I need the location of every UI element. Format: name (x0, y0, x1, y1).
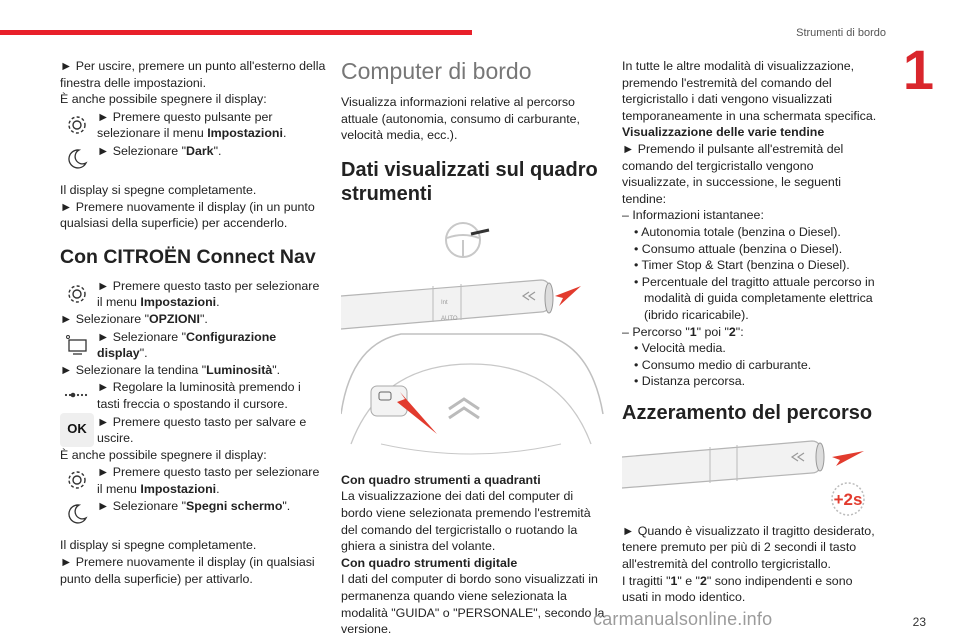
text-bold: Luminosità (206, 362, 273, 377)
step-end: ". (139, 346, 148, 361)
step-bold: Dark (186, 143, 214, 158)
header-accent-bar (0, 30, 472, 35)
settings-gear-icon (60, 463, 94, 497)
step-text: ► Premere questo tasto per salvare e uscire. (97, 414, 307, 446)
text-part: " e " (677, 573, 700, 588)
chapter-number: 1 (902, 38, 934, 101)
text-part: – Percorso " (622, 324, 690, 339)
step-text: ► Selezionare " (97, 499, 186, 514)
step-config-display (60, 328, 326, 362)
illustration-wiper-reset (622, 433, 882, 517)
list-bullet: • Velocità media. (634, 341, 726, 356)
text-bold: 1 (670, 573, 678, 588)
step-bold: Spegni schermo (186, 499, 283, 514)
list-bullet: • Consumo attuale (benzina o Diesel). (634, 241, 843, 256)
step-end: . (216, 295, 220, 310)
list-bullet: • Percentuale del tragitto attuale percorso in modalità di guida completamente elettrica (ibrido ricaricabile). (634, 274, 875, 322)
paragraph-digital: I dati del computer di bordo sono visualizzati in permanenza quando viene selezionata la modalità "GUIDA" o "PERSONALE", secondo la versione. (341, 572, 605, 637)
list-bullet: • Consumo medio di carburante. (634, 357, 812, 372)
step-settings-2 (60, 463, 326, 497)
slider-icon (60, 378, 94, 412)
text-part: ► Selezionare la tendina " (60, 362, 207, 377)
watermark: carmanualsonline.info (593, 609, 773, 629)
list-dash: – Informazioni istantanee: (622, 208, 764, 223)
arrow-icon (555, 286, 581, 306)
settings-gear-icon (60, 108, 94, 142)
paragraph-other-modes: In tutte le altre modalità di visualizzazione, premendo l'estremità del comando del tergicristallo i dati vengono visualizzati temporaneamente in una schermata specifica. (622, 59, 877, 123)
step-screen-off (60, 497, 326, 531)
step-end: . (282, 126, 287, 141)
column-left (60, 58, 326, 587)
illustration-steering-controls (341, 214, 606, 472)
text-bold: Visualizzazione delle varie tendine (622, 125, 825, 140)
paragraph-off: Il display si spegne completamente. (60, 182, 257, 197)
heading-dati: Dati visualizzati sul quadro strumenti (341, 158, 598, 205)
step-text: ► Selezionare " (97, 329, 186, 344)
section-title: Strumenti di bordo (796, 27, 886, 39)
paragraph-brightness (60, 362, 326, 379)
steering-wheel-icon (446, 223, 489, 257)
paragraph-on: ► Premere nuovamente il display (in un punto qualsiasi della superficie) per accenderlo. (60, 199, 315, 231)
step-text: ► Premere questo tasto per selezionare il menu (97, 278, 320, 310)
page-number: 23 (912, 615, 926, 629)
text-bold: Con quadro strumenti digitale (341, 555, 518, 570)
step-bold: Configurazione display (97, 329, 277, 361)
subheading-digital (341, 555, 606, 572)
step-bold: Impostazioni (140, 295, 217, 310)
text-part: ": (735, 324, 744, 339)
paragraph-on-2: ► Premere nuovamente il display (in qualsiasi punto della superficie) per attivarlo. (60, 555, 315, 586)
step-text: ► Regolare la luminosità premendo i tasti freccia o spostando il cursore. (97, 380, 301, 411)
paragraph-hold: ► Quando è visualizzato il tragitto desiderato, tenere premuto per più di 2 secondi il tasto all'estremità del controllo tergicristallo. (622, 523, 875, 572)
ok-label: OK (67, 421, 87, 437)
ok-button-icon (60, 413, 94, 447)
step-adjust (60, 378, 326, 412)
column-middle (341, 58, 606, 638)
arrow-icon (832, 451, 864, 466)
wiper-stalk-illustration (341, 280, 553, 329)
stalk-label: Int (441, 299, 448, 306)
subheading-dial (341, 472, 606, 489)
paragraph-intro: Visualizza informazioni relative al percorso attuale (autonomia, consumo di carburante, velocità media, ecc.). (341, 95, 581, 143)
text-part: ► Selezionare " (60, 311, 149, 326)
figure-reset (622, 433, 882, 517)
step-bold: Impostazioni (207, 126, 283, 141)
heading-connect-nav: Con CITROËN Connect Nav (60, 245, 316, 268)
text-part: " poi " (696, 324, 729, 339)
text-part: " sono indipendenti e sono usati in modo identico. (622, 573, 853, 605)
paragraph-display-off: È anche possibile spegnere il display: (60, 92, 267, 107)
subheading-tendine (622, 124, 882, 141)
step-end: . (216, 481, 220, 496)
text-bold: Con quadro strumenti a quadranti (341, 472, 541, 487)
wiper-stalk-illustration (622, 441, 824, 488)
text-part: ". (199, 311, 208, 326)
text-part: I tragitti " (622, 573, 671, 588)
paragraph-press: ► Premendo il pulsante all'estremità del comando del tergicristallo vengono visualizzate, in successione, le seguenti tendine: (622, 141, 844, 206)
step-text: ► Premere questo tasto per selezionare il menu (97, 465, 320, 496)
text-bold: OPZIONI (149, 311, 200, 326)
step-ok (60, 413, 326, 447)
step-dark (60, 142, 326, 176)
stalk-label: AUTO (441, 315, 458, 322)
step-settings-nav (60, 277, 326, 311)
steering-wheel-illustration (341, 334, 603, 454)
paragraph-exit: ► Per uscire, premere un punto all'esterno della finestra delle impostazioni. (60, 59, 326, 90)
moon-icon (60, 142, 94, 176)
step-text: ► Premere questo pulsante per selezionare il menu (97, 109, 273, 141)
paragraph-independent (622, 573, 882, 606)
text-bold: 2 (728, 324, 736, 339)
paragraph-dial: La visualizzazione dei dati del computer di bordo viene selezionata premendo l'estremità del comando del tergicristallo o ruotando la ghiera a sinistra del volante. (341, 489, 591, 554)
paragraph-off-2: Il display si spegne completamente. (60, 538, 257, 553)
heading-reset: Azzeramento del percorso (622, 401, 873, 424)
list-bullet: • Distanza percorsa. (634, 374, 746, 389)
text-bold: 2 (699, 573, 707, 588)
step-text: ► Selezionare " (97, 143, 186, 158)
step-end: ". (213, 143, 222, 158)
list-bullet: • Timer Stop & Start (benzina o Diesel). (634, 258, 850, 273)
paragraph-display-off-2: È anche possibile spegnere il display: (60, 447, 267, 462)
figure-steering-wiper (341, 214, 606, 472)
heading-computer: Computer di bordo (341, 58, 532, 84)
timer-badge-icon (832, 483, 864, 515)
settings-gear-icon (60, 277, 94, 311)
list-bullet: • Autonomia totale (benzina o Diesel). (634, 224, 841, 239)
moon-icon (60, 497, 94, 531)
text-part: ". (272, 362, 281, 377)
step-settings (60, 108, 326, 142)
column-right (622, 58, 882, 606)
text-bold: 1 (689, 324, 697, 339)
paragraph-options (60, 311, 326, 328)
list-dash (622, 324, 882, 341)
badge-label: +2s (833, 489, 863, 509)
step-bold: Impostazioni (140, 481, 217, 496)
step-end: ". (282, 499, 291, 514)
display-brightness-icon (60, 328, 94, 362)
